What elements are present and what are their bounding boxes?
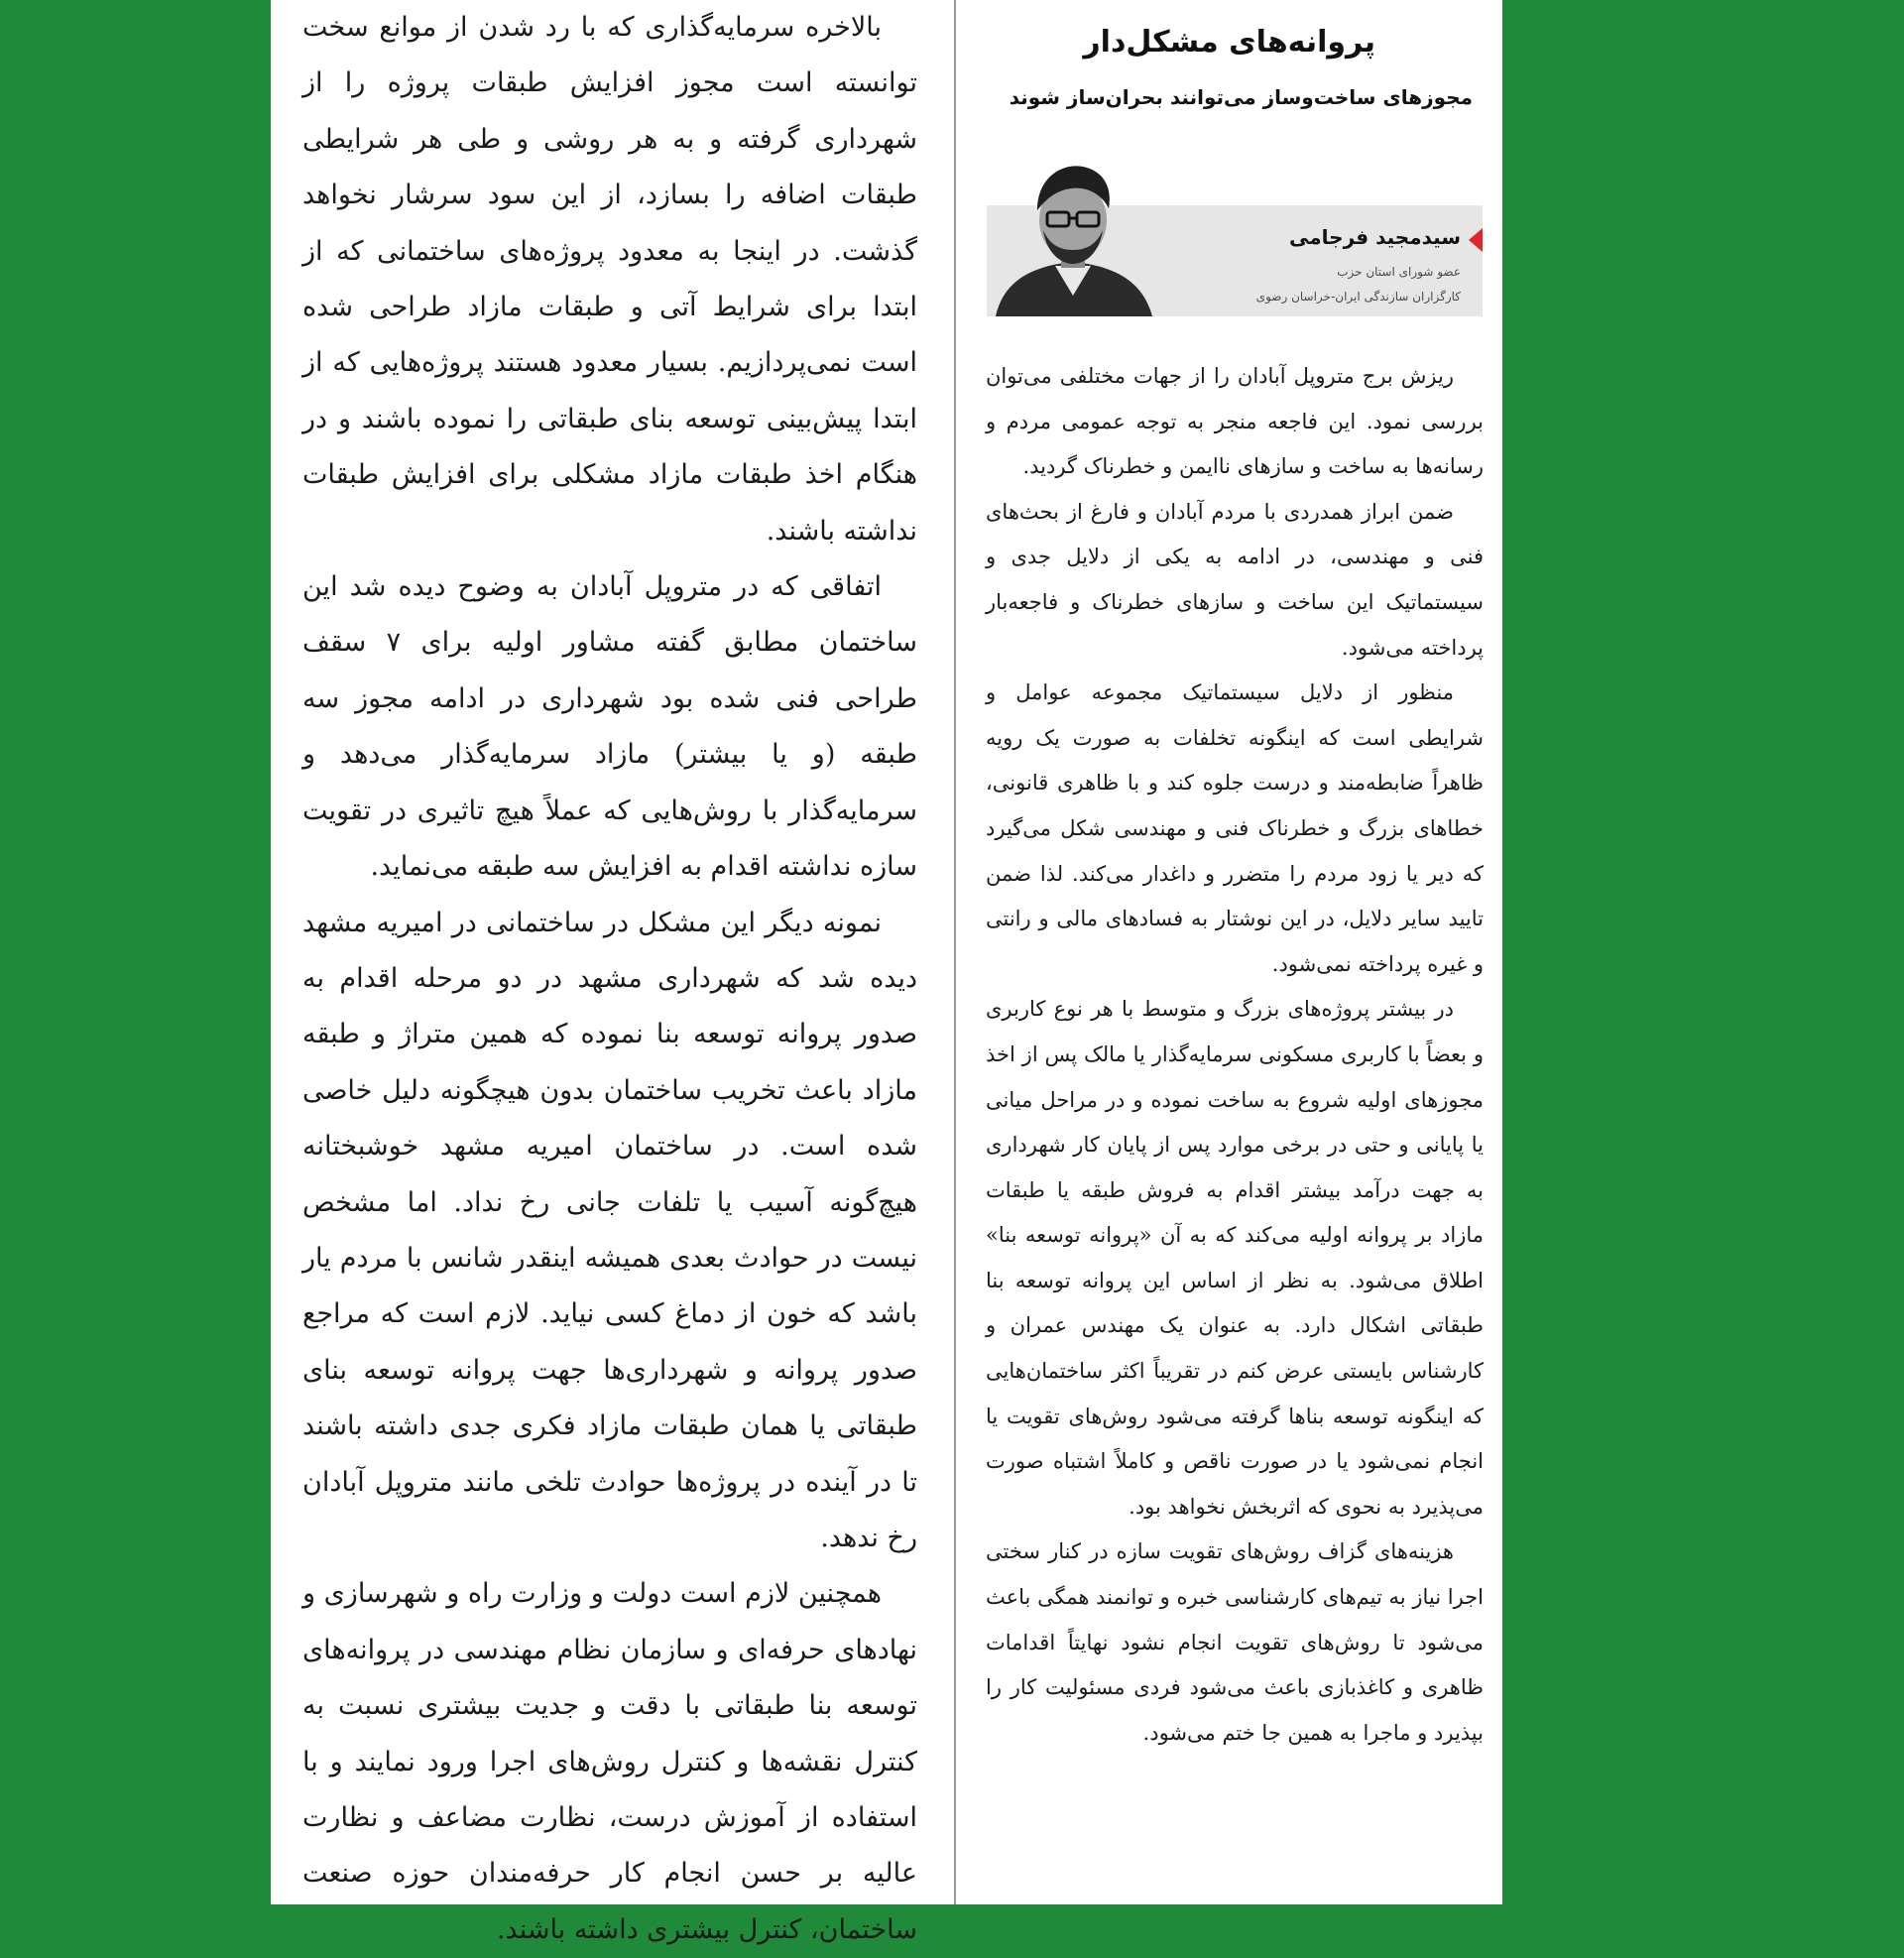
author-role-line: عضو شورای استان حزب	[1337, 265, 1461, 279]
author-name: سیدمجید فرجامی	[1289, 225, 1461, 249]
left-paragraph: اتفاقی که در متروپل آبادان به وضوح دیده شد این ساختمان مطابق گفته مشاور اولیه برای ۷ سقف طراحی فنی شده بود شهرداری در ادامه مجوز سه طبقه (و یا بیشتر) مازاد سرمایه‌گذار می‌دهد و سرمایه‌گذار با روش‌هایی که عملاً هیچ تاثیری در تقویت سازه نداشته اقدام به افزایش سه طبقه می‌نماید.	[302, 571, 917, 883]
author-role-line: کارگزاران سازندگی ایران-خراسان رضوی	[1255, 290, 1461, 304]
author-portrait-icon	[986, 159, 1160, 316]
right-paragraph: ضمن ابراز همدردی با مردم آبادان و فارغ از بحث‌های فنی و مهندسی، در ادامه به یکی از دلایل جدی و سیستماتیک این ساخت و سازهای خطرناک و فاجعه‌بار پرداخته می‌شود.	[986, 499, 1484, 660]
right-paragraph: منظور از دلایل سیستماتیک مجموعه عوامل و شرایطی است که اینگونه تخلفات به صورت یک رویه ظاهراً ضابطه‌مند و درست جلوه کند و با ظاهری قانونی، خطاهای بزرگ و خطرناک فنی و مهندسی شکل می‌گیرد که دیر یا زود مردم را متضرر و داغدار می‌کند. لذا ضمن تایید سایر دلایل، در این نوشتار به فسادهای مالی و رانتی و غیره پرداخته نمی‌شود.	[986, 680, 1484, 976]
right-paragraph: هزینه‌های گزاف روش‌های تقویت سازه در کنار سختی اجرا نیاز به تیم‌های کارشناسی خبره و توانمند همگی باعث می‌شود تا روش‌های تقویت انجام نشود نهایتاً اقدامات ظاهری و کاغذبازی باعث می‌شود فردی مسئولیت کار را بپذیرد و ماجرا به همین جا ختم می‌شود.	[986, 1539, 1484, 1745]
author-role	[1203, 260, 1461, 309]
article-continuation-column	[302, 0, 917, 1945]
left-paragraph: نمونه دیگر این مشکل در ساختمانی در امیریه مشهد دیده شد که شهرداری مشهد در دو مرحله اقدام به صدور پروانه توسعه بنا نموده که همین متراژ و طبقه مازاد باعث تخریب ساختمان بدون هیچگونه دلیل خاصی شده است. در ساختمان امیریه مشهد خوشبختانه هیچ‌گونه آسیب یا تلفات جانی رخ نداد. اما مشخص نیست در حوادث بعدی همیشه اینقدر شانس با مردم یار باشد که خون از دماغ کسی نیاید. لازم است که مراجع صدور پروانه و شهرداری‌ها جهت پروانه توسعه بنای طبقاتی یا همان طبقات مازاد فکری جدی داشته باشند تا در آینده در پروژه‌ها حوادث تلخی مانند متروپل آبادان رخ ندهد.	[302, 907, 917, 1553]
article-headline: پروانه‌های مشکل‌دار	[1083, 25, 1375, 60]
author-photo	[986, 159, 1160, 316]
author-marker-icon	[1469, 228, 1483, 252]
right-paragraph: ریزش برج متروپل آبادان را از جهات مختلفی می‌توان بررسی نمود. این فاجعه منجر به توجه عمومی مردم و رسانه‌ها به ساخت و سازهای ناایمن و خطرناک گردید.	[986, 364, 1484, 479]
article-body	[986, 354, 1484, 1756]
article-lead-column	[956, 0, 1502, 1904]
right-paragraph: در بیشتر پروژه‌های بزرگ و متوسط با هر نوع کاربری و بعضاً با کاربری مسکونی سرمایه‌گذار یا مالک پس از اخذ مجوزهای اولیه شروع به ساخت نموده و در مراحل میانی یا پایانی و حتی در برخی موارد پس از پایان کار شهرداری به جهت درآمد بیشتر اقدام به فروش طبقه یا طبقات مازاد بر پروانه اولیه می‌کند که به آن «پروانه توسعه بنا» اطلاق می‌شود. به نظر از اساس این پروانه توسعه بنا طبقاتی اشکال دارد. به عنوان یک مهندس عمران و کارشناس بایستی عرض کنم در تقریباً اکثر ساختمان‌هایی که اینگونه توسعه بناها گرفته می‌شود روش‌های تقویت یا انجام نمی‌شود یا در صورت ناقص و کاملاً اشتباه صورت می‌پذیرد به نحوی که اثربخش نخواهد بود.	[986, 997, 1484, 1519]
left-paragraph: بالاخره سرمایه‌گذاری که با رد شدن از موانع سخت توانسته است مجوز افزایش طبقات پروژه را از شهرداری گرفته و به هر روشی و طی هر شرایطی طبقات اضافه را بسازد، از این سود سرشار نخواهد گذشت. در اینجا به معدود پروژه‌های ساختمانی که از ابتدا برای شرایط آتی و طبقات مازاد طراحی شده است نمی‌پردازیم. بسیار معدود هستند پروژه‌هایی که از ابتدا پیش‌بینی توسعه بنای طبقاتی را نموده باشند و در هنگام اخذ طبقات مازاد مشکلی برای افزایش طبقات نداشته باشند.	[302, 12, 917, 547]
article-subheadline: مجوزهای ساخت‌وساز می‌توانند بحران‌ساز شوند	[1009, 85, 1473, 109]
left-paragraph: همچنین لازم است دولت و وزارت راه و شهرسازی و نهادهای حرفه‌ای و سازمان نظام مهندسی در پروانه‌های توسعه بنا طبقاتی با دقت و جدیت بیشتری نسبت به کنترل نقشه‌ها و کنترل روش‌های اجرا ورود نمایند و با استفاده از آموزش درست، نظارت مضاعف و نظارت عالیه بر حسن انجام کار حرفه‌مندان حوزه صنعت ساختمان، کنترل بیشتری داشته باشند.	[302, 1578, 917, 1945]
